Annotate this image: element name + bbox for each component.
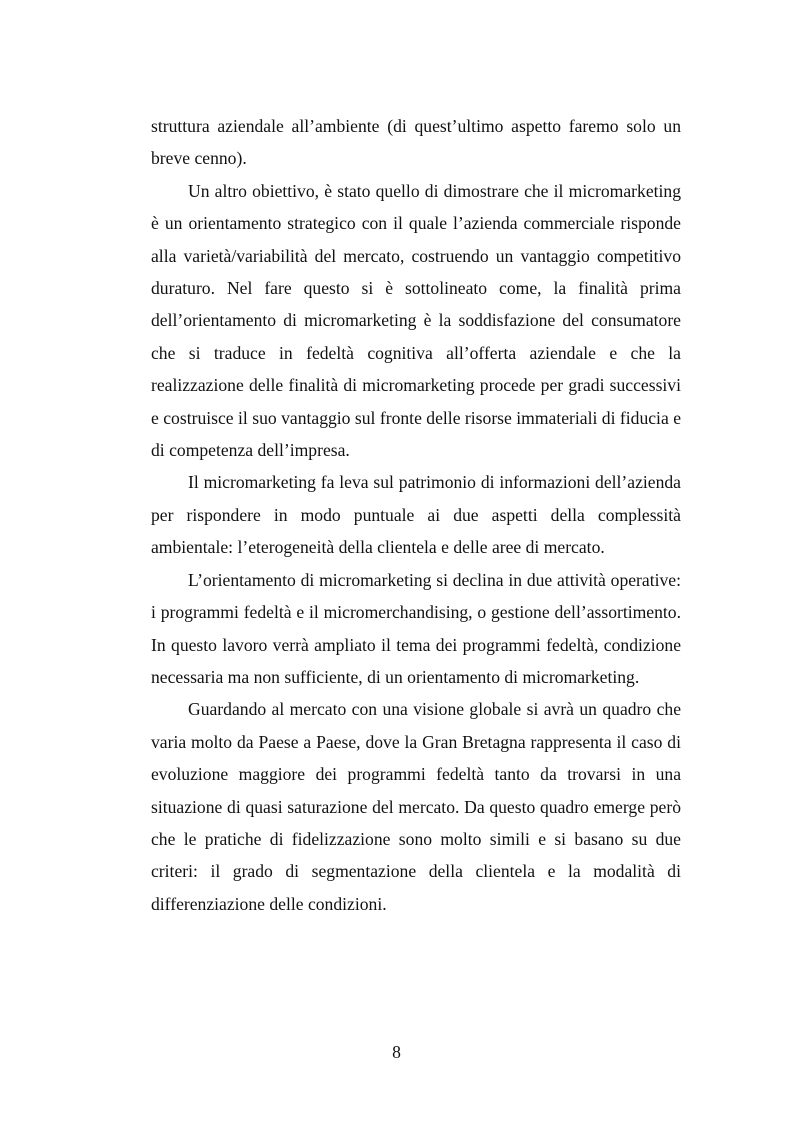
paragraph-4: L’orientamento di micromarketing si declina in due attività operative: i programmi fedeltà e il micromerchandising, o gestione dell’assortimento. In questo lavoro verrà ampliato il tema dei programmi fedeltà, condizione necessaria ma non sufficiente, di un orientamento di micromarketing. [151, 569, 681, 687]
paragraph-1: struttura aziendale all’ambiente (di quest’ultimo aspetto faremo solo un breve cenno). [151, 116, 681, 169]
paragraph-2: Un altro obiettivo, è stato quello di dimostrare che il micromarketing è un orientamento strategico con il quale l’azienda commerciale risponde alla varietà/variabilità del mercato, costruendo un vantaggio competitivo duraturo. Nel fare questo si è sottolineato come, la finalità prima dell’orientamento di micromarketing è la soddisfazione del consumatore che si traduce in fedeltà cognitiva all’offerta aziendale e che la realizzazione delle finalità di micromarketing procede per gradi successivi e costruisce il suo vantaggio sul fronte delle risorse immateriali di fiducia e di competenza dell’impresa. [151, 180, 681, 461]
paragraph-5: Guardando al mercato con una visione globale si avrà un quadro che varia molto da Paese a Paese, dove la Gran Bretagna rappresenta il caso di evoluzione maggiore dei programmi fedeltà tanto da trovarsi in una situazione di quasi saturazione del mercato. Da questo quadro emerge però che le pratiche di fidelizzazione sono molto simili e si basano su due criteri: il grado di segmentazione della clientela e la modalità di differenziazione delle condizioni. [151, 699, 681, 914]
paragraph-3: Il micromarketing fa leva sul patrimonio di informazioni dell’azienda per rispondere in modo puntuale ai due aspetti della complessità ambientale: l’eterogeneità della clientela e delle aree di mercato. [151, 472, 681, 558]
page-number: 8 [392, 1042, 401, 1062]
body-text [151, 110, 681, 920]
